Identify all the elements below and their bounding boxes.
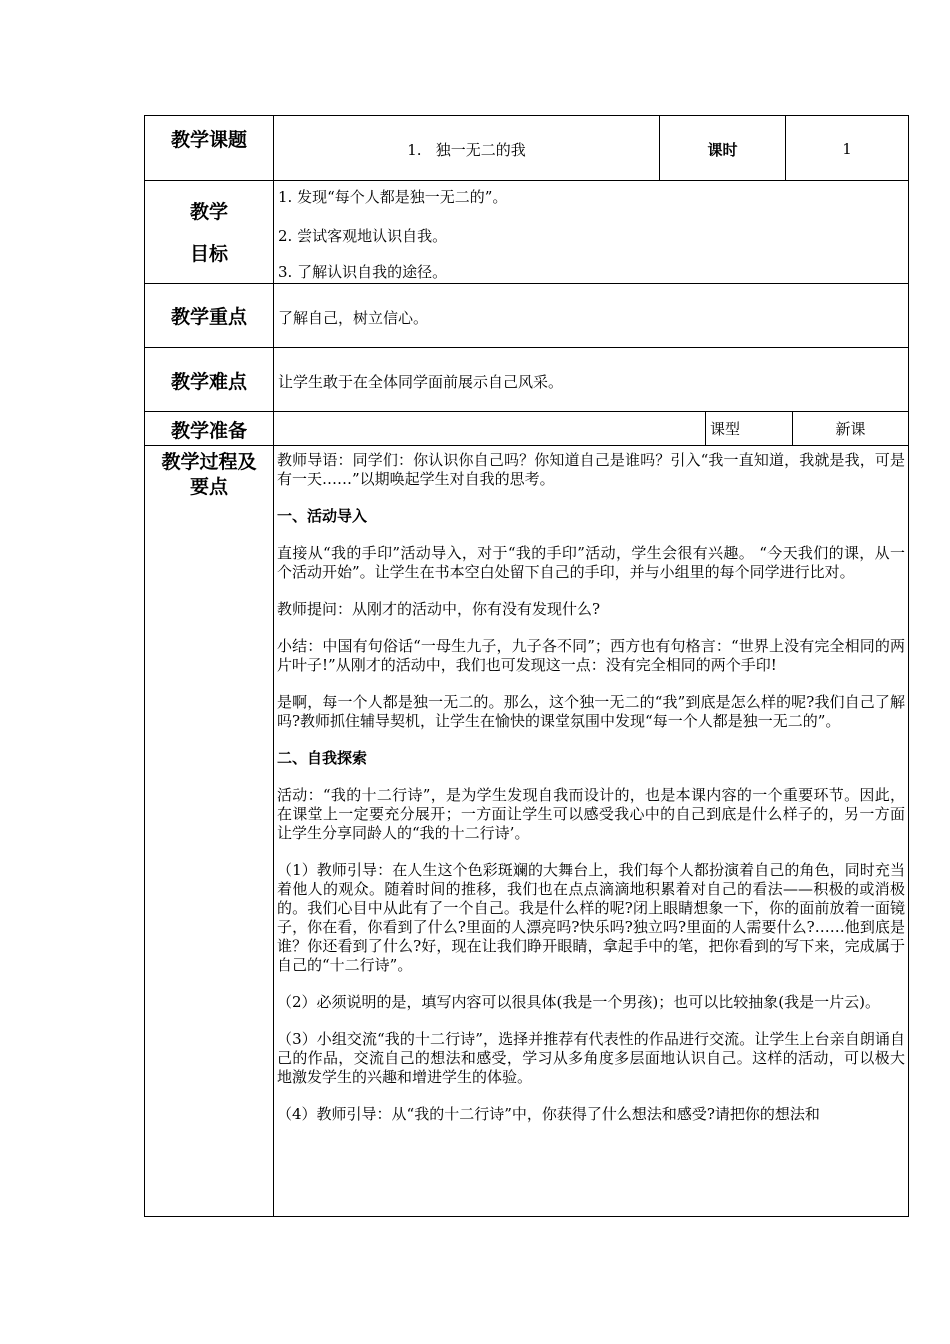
process-paragraph: 教师提问：从刚才的活动中，你有没有发现什么? (277, 600, 601, 618)
table-border-bottom (144, 1216, 909, 1217)
hours-label: 课时 (707, 140, 738, 159)
section-heading: 一、活动导入 (277, 507, 368, 525)
process-paragraph: 活动：“我的十二行诗”，是为学生发现自我而设计的，也是本课内容的一个重要环节。因此，在课堂上一定要充分展开；一方面让学生可以感受我心中的自己到底是什么样子的，另一方面让学生分享同龄人的“我的十二行诗’。 (277, 786, 905, 842)
process-label (145, 450, 273, 500)
process-label-line2: 要点 (189, 476, 228, 498)
topic-label: 教学课题 (170, 129, 247, 151)
row-divider (144, 347, 909, 348)
difficulty-label: 教学难点 (170, 371, 247, 393)
objectives-label (145, 190, 273, 276)
objectives-label-line1: 教学 (189, 201, 228, 223)
objective-item: 3. 了解认识自我的途径。 (278, 263, 448, 281)
table-border-left (144, 115, 145, 1217)
process-content (277, 451, 905, 1216)
row-divider (144, 283, 909, 284)
hours-value: 1 (842, 140, 852, 158)
process-paragraph: （2）必须说明的是，填写内容可以很具体(我是一个男孩)；也可以比较抽象(我是一片云)。 (277, 993, 880, 1011)
process-paragraph: 是啊，每一个人都是独一无二的。那么，这个独一无二的“我”到底是怎么样的呢?我们自己了解吗?教师抓住辅导契机，让学生在愉快的课堂氛围中发现“每一个人都是独一无二的”。 (277, 693, 905, 730)
teacher-intro-paragraph: 教师导语：同学们：你认识你自己吗？你知道自己是谁吗？引入“我一直知道，我就是我，可是有一天……”以期唤起学生对自我的思考。 (277, 451, 905, 488)
process-paragraph: （4）教师引导：从“我的十二行诗”中，你获得了什么想法和感受?请把你的想法和 (277, 1105, 820, 1123)
lesson-type-label: 课型 (709, 420, 740, 438)
key-point-value: 了解自己，树立信心。 (278, 309, 429, 327)
process-paragraph: 直接从“我的手印”活动导入，对于“我的手印”活动，学生会很有兴趣。 “今天我们的课，从一个活动开始”。让学生在书本空白处留下自己的手印，并与小组里的每个同学进行比对。 (277, 544, 905, 581)
difficulty-value: 让学生敢于在全体同学面前展示自己风采。 (278, 373, 564, 391)
column-divider (273, 115, 274, 1217)
lesson-type-value: 新课 (835, 420, 866, 438)
topic-value: 1. 独一无二的我 (407, 140, 526, 159)
objective-item: 2. 尝试客观地认识自我。 (278, 227, 448, 245)
key-point-label: 教学重点 (170, 306, 247, 328)
section-heading: 二、自我探索 (277, 749, 368, 767)
preparation-value (274, 412, 705, 445)
row-divider (144, 180, 909, 181)
process-paragraph: （3）小组交流“我的十二行诗”，选择并推荐有代表性的作品进行交流。让学生上台亲自朗诵自己的作品，交流自己的想法和感受，学习从多角度多层面地认识自己。这样的活动，可以极大地激发学生的兴趣和增进学生的体验。 (277, 1030, 905, 1086)
process-label-line1: 教学过程及 (161, 451, 257, 473)
preparation-label: 教学准备 (170, 420, 247, 442)
process-paragraph: （1）教师引导：在人生这个色彩斑斓的大舞台上，我们每个人都扮演着自己的角色，同时充当着他人的观众。随着时间的推移，我们也在点点滴滴地积累着对自己的看法——积极的或消极的。我们心目中从此有了一个自己。我是什么样的呢?闭上眼睛想象一下，你的面前放着一面镜子，你在看，你看到了什么?里面的人漂亮吗?快乐吗?独立吗?里面的人需要什么?……他到底是谁？你还看到了什么?好，现在让我们睁开眼睛，拿起手中的笔，把你看到的写下来，完成属于自己的“十二行诗”。 (277, 861, 905, 974)
process-paragraph: 小结：中国有句俗话“一母生九子，九子各不同”；西方也有句格言：“世界上没有完全相同的两片叶子!”从刚才的活动中，我们也可发现这一点：没有完全相同的两个手印! (277, 637, 905, 674)
objective-item: 1. 发现“每个人都是独一无二的”。 (278, 188, 508, 206)
table-border-right (908, 115, 909, 1217)
objectives-label-line2: 目标 (189, 243, 228, 265)
